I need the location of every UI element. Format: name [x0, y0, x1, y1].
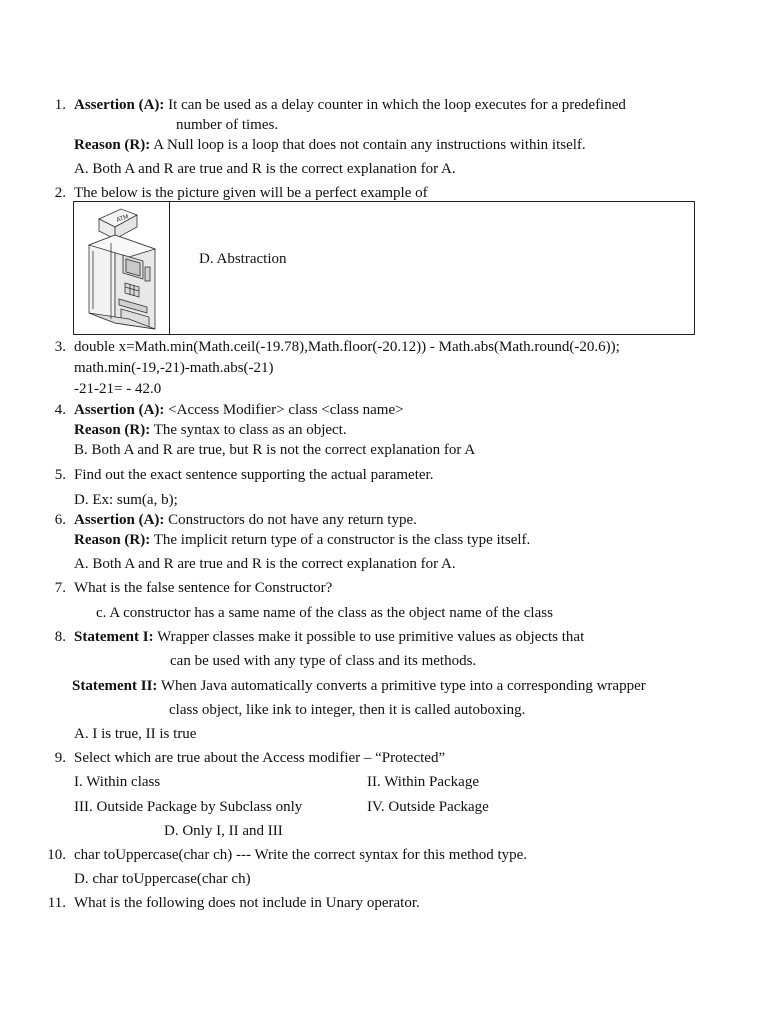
q1-answer: A. Both A and R are true and R is the correct explanation for A.	[74, 161, 456, 177]
q1-reason-label: Reason (R):	[74, 137, 151, 153]
q9-option-2: II. Within Package	[367, 774, 480, 790]
q1-reason	[74, 136, 586, 154]
q2-answer-box	[73, 201, 695, 335]
q1-number: 1.	[54, 97, 66, 113]
q4-assertion-text: <Access Modifier> class <class name>	[168, 402, 404, 418]
q9-number: 9.	[54, 750, 66, 766]
q6-assertion-text: Constructors do not have any return type.	[168, 512, 417, 528]
q2-answer: D. Abstraction	[199, 251, 287, 267]
q8-statement-1-text: Wrapper classes make it possible to use primitive values as objects that	[157, 629, 585, 645]
q3-number: 3.	[54, 339, 66, 355]
q8-number: 8.	[54, 629, 66, 645]
q7-question: What is the false sentence for Constructor?	[74, 580, 333, 596]
q4-assertion	[74, 401, 404, 419]
q10-number: 10.	[47, 847, 66, 863]
q4-reason-label: Reason (R):	[74, 422, 151, 438]
q3-line3: -21-21= - 42.0	[74, 381, 162, 397]
q6-answer: A. Both A and R are true and R is the correct explanation for A.	[74, 556, 456, 572]
q7-number: 7.	[54, 580, 66, 596]
q7-answer: c. A constructor has a same name of the class as the object name of the class	[96, 605, 553, 621]
q2-question: The below is the picture given will be a perfect example of	[74, 185, 428, 201]
atm-machine-image	[79, 205, 165, 331]
q1-assertion-label: Assertion (A):	[74, 97, 165, 113]
q3-line1: double x=Math.min(Math.ceil(-19.78),Math.floor(-20.12)) - Math.abs(Math.round(-20.6));	[74, 339, 620, 355]
q3-line2: math.min(-19,-21)-math.abs(-21)	[74, 360, 274, 376]
q8-statement-1-label: Statement I:	[74, 629, 154, 645]
q10-answer: D. char toUppercase(char ch)	[74, 871, 251, 887]
q5-question: Find out the exact sentence supporting the actual parameter.	[74, 467, 434, 483]
q8-statement-2-text-cont: class object, like ink to integer, then it is called autoboxing.	[169, 702, 526, 718]
q6-number: 6.	[54, 512, 66, 528]
q10-question: char toUppercase(char ch) --- Write the correct syntax for this method type.	[74, 847, 528, 863]
q2-box-divider	[169, 202, 170, 334]
q8-statement-1	[74, 628, 584, 646]
q5-number: 5.	[54, 467, 66, 483]
q6-assertion	[74, 511, 417, 529]
q8-answer: A. I is true, II is true	[74, 726, 197, 742]
q4-assertion-label: Assertion (A):	[74, 402, 165, 418]
q8-statement-2-text: When Java automatically converts a primitive type into a corresponding wrapper	[160, 678, 646, 694]
q6-reason	[74, 531, 530, 549]
q6-reason-label: Reason (R):	[74, 532, 151, 548]
q1-assertion-text-cont: number of times.	[176, 117, 279, 133]
q11-question: What is the following does not include in Unary operator.	[74, 895, 420, 911]
q4-reason-text: The syntax to class as an object.	[153, 422, 347, 438]
q9-question: Select which are true about the Access modifier – “Protected”	[74, 750, 446, 766]
q1-reason-text: A Null loop is a loop that does not contain any instructions within itself.	[153, 137, 586, 153]
q5-answer: D. Ex: sum(a, b);	[74, 492, 178, 508]
q9-option-3: III. Outside Package by Subclass only	[74, 799, 303, 815]
q4-number: 4.	[54, 402, 66, 418]
q6-assertion-label: Assertion (A):	[74, 512, 165, 528]
q11-number: 11.	[47, 895, 66, 911]
q2-number: 2.	[54, 185, 66, 201]
q1-assertion	[74, 96, 626, 114]
q9-option-4: IV. Outside Package	[367, 799, 489, 815]
q8-statement-2	[72, 677, 646, 695]
q1-assertion-text: It can be used as a delay counter in which the loop executes for a predefined	[168, 97, 626, 113]
q8-statement-1-text-cont: can be used with any type of class and its methods.	[170, 653, 477, 669]
q9-option-1: I. Within class	[74, 774, 161, 790]
q8-statement-2-label: Statement II:	[72, 678, 158, 694]
atm-sign-label: ATM	[115, 213, 130, 224]
q6-reason-text: The implicit return type of a constructor is the class type itself.	[153, 532, 531, 548]
q9-answer: D. Only I, II and III	[164, 823, 283, 839]
q4-reason	[74, 421, 347, 439]
q4-answer: B. Both A and R are true, but R is not the correct explanation for A	[74, 442, 476, 458]
